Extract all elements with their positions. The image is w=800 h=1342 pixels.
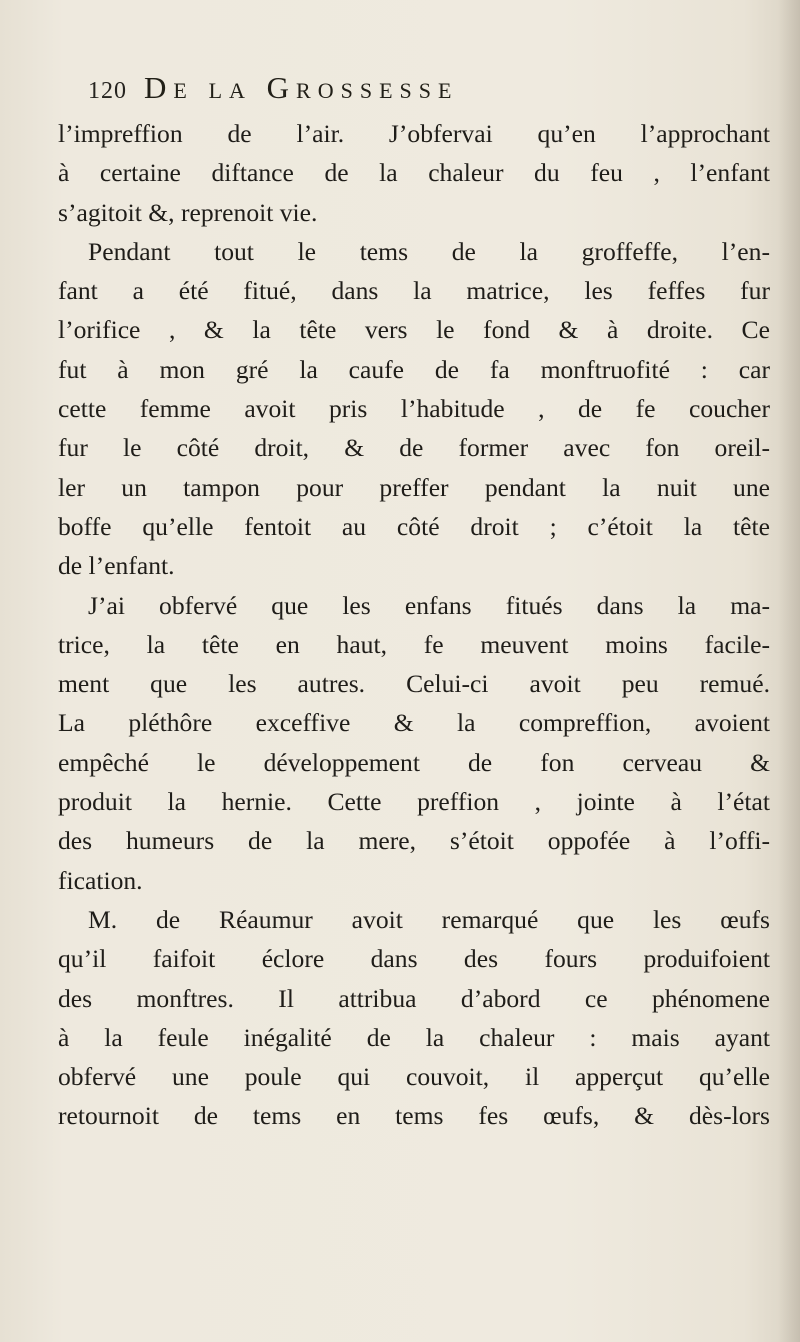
text-line: retournoit de tems en tems fes œufs, & dès-lors [58,1101,770,1131]
text-line: des monftres. Il attribua d’abord ce phénomene [58,983,770,1013]
running-head: De la Grossesse [144,70,459,105]
text-line: des humeurs de la mere, s’étoit oppofée à l’offi- [58,826,770,856]
text-line: Pendant tout le tems de la groffeffe, l’en- [88,236,770,266]
text-line: fur le côté droit, & de former avec fon oreil- [58,433,770,463]
text-line: empêché le développement de fon cerveau & [58,747,770,777]
text-line: qu’il faifoit éclore dans des fours produifoient [58,944,770,974]
text-line: à la feule inégalité de la chaleur : mais ayant [58,1022,770,1052]
text-line: obfervé une poule qui couvoit, il apperçut qu’elle [58,1062,770,1092]
text-line: à certaine diftance de la chaleur du feu , l’enfant [58,158,770,188]
text-line: l’orifice , & la tête vers le fond & à droite. Ce [58,315,770,345]
text-line: de l’enfant. [58,551,175,581]
body-text [58,114,770,1136]
page-number: 120 [88,78,127,104]
text-line: fication. [58,865,143,895]
text-line: fant a été fitué, dans la matrice, les feffes fur [58,276,770,306]
text-line: J’ai obfervé que les enfans fitués dans la ma- [88,590,770,620]
text-line: boffe qu’elle fentoit au côté droit ; c’étoit la tête [58,511,770,541]
page-header [88,60,728,110]
page-edge-shadow [778,0,800,1342]
text-line: ler un tampon pour preffer pendant la nuit une [58,472,770,502]
text-line: cette femme avoit pris l’habitude , de fe coucher [58,394,770,424]
text-line: M. de Réaumur avoit remarqué que les œufs [88,904,770,934]
text-line: La pléthôre exceffive & la compreffion, avoient [58,708,770,738]
text-line: s’agitoit &, reprenoit vie. [58,197,318,227]
text-line: ment que les autres. Celui-ci avoit peu remué. [58,669,770,699]
text-line: produit la hernie. Cette preffion , jointe à l’état [58,787,770,817]
text-line: l’impreffion de l’air. J’obfervai qu’en l’approchant [58,119,770,148]
text-line: trice, la tête en haut, fe meuvent moins facile- [58,629,770,659]
text-line: fut à mon gré la caufe de fa monftruofité : car [58,354,770,384]
